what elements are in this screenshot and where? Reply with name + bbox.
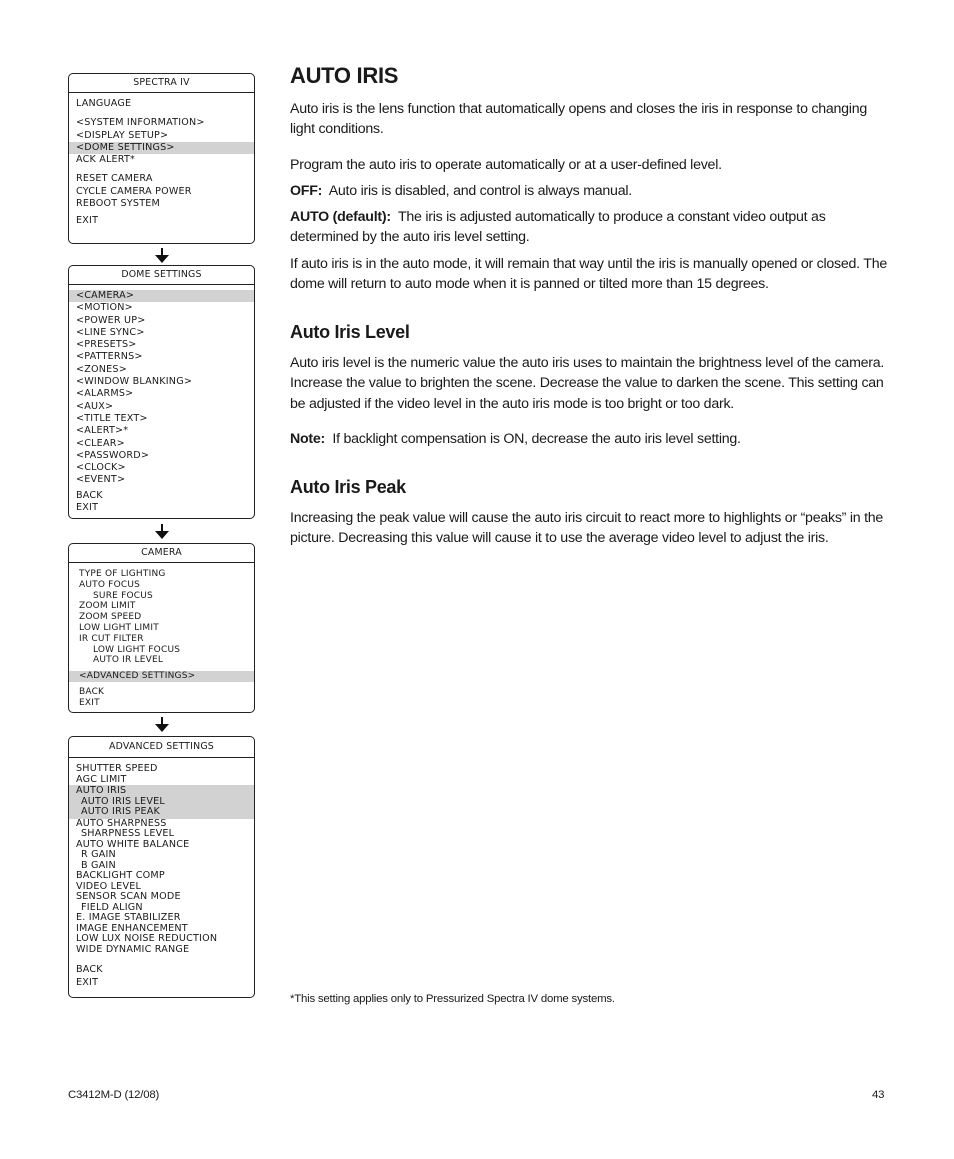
menu-title: DOME SETTINGS [69, 266, 254, 285]
intro-paragraph: Auto iris is the lens function that automatically opens and closes the iris in response to changing light conditions. [290, 101, 867, 138]
menu-item-camera[interactable]: <CAMERA> [69, 290, 254, 302]
menu-item-ack-alert[interactable]: ACK ALERT* [76, 154, 136, 166]
menu-item-presets[interactable]: <PRESETS> [76, 339, 137, 351]
menu-item-window-blanking[interactable]: <WINDOW BLANKING> [76, 376, 193, 388]
menu-title: CAMERA [69, 544, 254, 563]
menu-item-auto-iris-peak[interactable]: AUTO IRIS PEAK [81, 806, 161, 817]
menu-item-sensor-scan-mode[interactable]: SENSOR SCAN MODE [76, 891, 181, 902]
menu-item-reset-camera[interactable]: RESET CAMERA [76, 173, 153, 185]
menu-item-event[interactable]: <EVENT> [76, 474, 126, 486]
menu-item-alarms[interactable]: <ALARMS> [76, 388, 134, 400]
highlighted-auto-iris-group [69, 785, 254, 819]
page-number: 43 [872, 1089, 885, 1101]
menu-item-back[interactable]: BACK [76, 489, 103, 501]
menu-item-back[interactable]: BACK [79, 686, 105, 697]
off-text: Auto iris is disabled, and control is always manual. [328, 183, 632, 199]
auto-iris-level-heading: Auto Iris Level [290, 322, 410, 342]
dome-settings-menu [68, 265, 255, 519]
menu-item-wide-dynamic-range[interactable]: WIDE DYNAMIC RANGE [76, 943, 190, 955]
off-paragraph [290, 181, 890, 201]
menu-item-low-lux-noise-reduction[interactable]: LOW LUX NOISE REDUCTION [76, 933, 218, 944]
menu-item-zoom-speed[interactable]: ZOOM SPEED [79, 612, 142, 623]
footnote: *This setting applies only to Pressurized Spectra IV dome systems. [290, 993, 615, 1005]
menu-item-zoom-limit[interactable]: ZOOM LIMIT [79, 601, 136, 612]
page-title: AUTO IRIS [290, 63, 399, 88]
menu-item-patterns[interactable]: <PATTERNS> [76, 351, 143, 363]
menu-item-dome-settings[interactable]: <DOME SETTINGS> [69, 142, 254, 154]
menu-item-ir-cut-filter[interactable]: IR CUT FILTER [79, 633, 144, 644]
menu-item-low-light-focus[interactable]: LOW LIGHT FOCUS [93, 644, 181, 655]
menu-item-exit[interactable]: EXIT [76, 215, 99, 227]
menu-item-zones[interactable]: <ZONES> [76, 363, 127, 375]
menu-item-reboot-system[interactable]: REBOOT SYSTEM [76, 198, 160, 210]
menu-title: ADVANCED SETTINGS [69, 737, 254, 758]
menu-item-back[interactable]: BACK [76, 964, 103, 975]
menu-item-low-light-limit[interactable]: LOW LIGHT LIMIT [79, 622, 159, 633]
menu-item-exit[interactable]: EXIT [76, 977, 99, 988]
menu-item-system-information[interactable]: <SYSTEM INFORMATION> [76, 117, 205, 129]
menu-item-clock[interactable]: <CLOCK> [76, 462, 126, 474]
menu-item-backlight-comp[interactable]: BACKLIGHT COMP [76, 870, 165, 881]
menu-item-cycle-camera-power[interactable]: CYCLE CAMERA POWER [76, 185, 192, 197]
menu-item-type-of-lighting[interactable]: TYPE OF LIGHTING [79, 569, 166, 579]
auto-text: The iris is adjusted automatically to produce a constant video output as determined by the auto iris level setting. [290, 209, 826, 246]
menu-item-video-level[interactable]: VIDEO LEVEL [76, 880, 142, 892]
menu-item-clear[interactable]: <CLEAR> [76, 437, 125, 449]
advanced-settings-menu [68, 736, 255, 998]
menu-item-auto-white-balance[interactable]: AUTO WHITE BALANCE [76, 838, 190, 850]
note-label: Note: [290, 431, 326, 447]
menu-item-auto-focus[interactable]: AUTO FOCUS [79, 579, 141, 590]
down-arrow-icon [154, 524, 170, 540]
auto-iris-level-paragraph: Auto iris level is the numeric value the auto iris uses to maintain the brightness level of the camera. Increase the value to brighten the scene. Decrease the value to darken the scene. This setting can be adjusted if the video level in the auto iris mode is too bright or too dark. [290, 355, 885, 412]
menu-item-image-enhancement[interactable]: IMAGE ENHANCEMENT [76, 922, 188, 934]
off-label: OFF: [290, 183, 323, 199]
camera-menu [68, 543, 255, 713]
auto-iris-peak-paragraph: Increasing the peak value will cause the auto iris circuit to react more to highlights or “peaks” in the picture. Decreasing this value will cause it to use the average video level to adjust the iris. [290, 510, 884, 547]
menu-item-sharpness-level[interactable]: SHARPNESS LEVEL [81, 828, 175, 839]
menu-item-b-gain[interactable]: B GAIN [81, 859, 116, 871]
note-paragraph [290, 429, 890, 449]
menu-item-alert[interactable]: <ALERT>* [76, 425, 129, 437]
menu-title: SPECTRA IV [69, 74, 254, 93]
menu-item-title-text[interactable]: <TITLE TEXT> [76, 412, 148, 424]
menu-item-auto-sharpness[interactable]: AUTO SHARPNESS [76, 817, 167, 829]
menu-item-auto-iris-level[interactable]: AUTO IRIS LEVEL [81, 795, 165, 807]
menu-item-language[interactable]: LANGUAGE [76, 98, 132, 109]
menu-item-display-setup[interactable]: <DISPLAY SETUP> [76, 129, 169, 141]
menu-item-r-gain[interactable]: R GAIN [81, 849, 116, 860]
auto-label: AUTO (default): [290, 209, 391, 225]
menu-item-agc-limit[interactable]: AGC LIMIT [76, 773, 127, 785]
menu-item-password[interactable]: <PASSWORD> [76, 449, 150, 461]
spectra-iv-menu [68, 73, 255, 244]
menu-item-exit[interactable]: EXIT [79, 697, 100, 708]
menu-item-e-image-stabilizer[interactable]: E. IMAGE STABILIZER [76, 912, 181, 923]
menu-item-shutter-speed[interactable]: SHUTTER SPEED [76, 763, 158, 774]
program-paragraph: Program the auto iris to operate automatically or at a user-defined level. [290, 157, 722, 173]
menu-item-advanced-settings[interactable]: <ADVANCED SETTINGS> [69, 671, 254, 682]
note-text: If backlight compensation is ON, decrease the auto iris level setting. [332, 431, 741, 447]
menu-item-sure-focus[interactable]: SURE FOCUS [93, 590, 153, 601]
menu-item-aux[interactable]: <AUX> [76, 400, 114, 412]
menu-item-line-sync[interactable]: <LINE SYNC> [76, 326, 145, 338]
auto-iris-peak-heading: Auto Iris Peak [290, 477, 406, 497]
document-id: C3412M-D (12/08) [68, 1089, 160, 1101]
menu-item-exit[interactable]: EXIT [76, 502, 99, 514]
menu-item-motion[interactable]: <MOTION> [76, 302, 133, 314]
down-arrow-icon [154, 717, 170, 733]
auto-paragraph [290, 207, 890, 248]
menu-item-power-up[interactable]: <POWER UP> [76, 314, 146, 326]
menu-item-auto-ir-level[interactable]: AUTO IR LEVEL [93, 655, 164, 666]
down-arrow-icon [154, 248, 170, 264]
auto-mode-paragraph: If auto iris is in the auto mode, it will remain that way until the iris is manually opened or closed. The dome will return to auto mode when it is panned or tilted more than 15 degrees. [290, 256, 888, 293]
menu-item-auto-iris[interactable]: AUTO IRIS [76, 785, 127, 796]
menu-item-field-align[interactable]: FIELD ALIGN [81, 901, 143, 913]
